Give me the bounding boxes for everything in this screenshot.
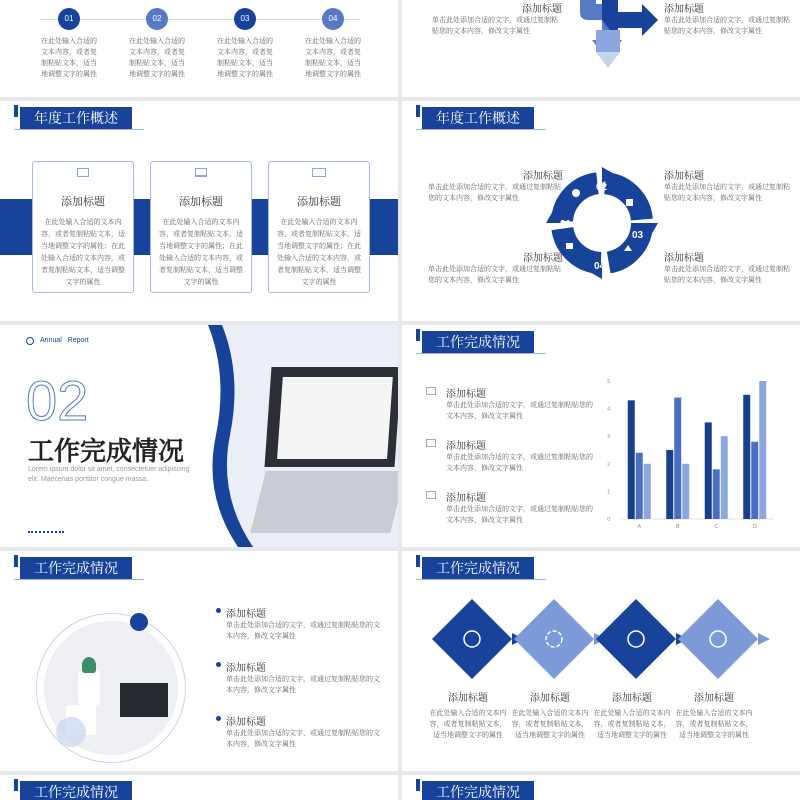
step-number-badge: 01	[58, 8, 80, 30]
item-text: 单击此处添加合适的文字，或通过复制粘贴您的文本内容，修改文字属性	[446, 506, 593, 524]
laptop-keyboard	[250, 471, 398, 533]
section-number: 02	[26, 369, 89, 432]
step-text: 在此处输入合适的文本内容，或者复制粘贴文本，适当地调整文字的属性	[305, 38, 361, 78]
bar	[644, 464, 651, 519]
step-4	[302, 8, 364, 80]
slide-cycle[interactable]	[402, 101, 800, 321]
laptop-screen	[265, 367, 398, 467]
item-text: 单击此处添加合适的文字，或通过复制粘贴您的文本内容，修改文字属性	[446, 454, 593, 472]
card-title: 添加标题	[61, 196, 105, 208]
x-tick-label: A	[637, 524, 641, 530]
diamond-item-1	[428, 689, 508, 741]
step-text: 在此处输入合适的文本内容，或者复制粘贴文本，适当地调整文字的属性	[41, 38, 97, 78]
item-text: 单击此处添加合适的文字，或通过复制粘贴您的文本内容，修改文字属性	[446, 402, 593, 420]
item-text: 单击此处添加合适的文字，或通过复制粘贴您的文本内容，修改文字属性	[226, 622, 380, 640]
y-tick-label: 0	[607, 517, 610, 523]
share-icon	[566, 243, 573, 249]
section-subtitle: Lorem ipsum dolor sit amet, consectetuer adipiscing elit. Maecenas porttitor congue massa.	[28, 466, 190, 483]
chart-icon	[426, 387, 436, 395]
left-text-block	[432, 0, 562, 37]
item-text: 单击此处添加合适的文字，或通过复制粘贴您的文本内容，修改文字属性	[226, 730, 380, 748]
bullet-dot	[216, 662, 221, 667]
item-title: 添加标题	[448, 693, 488, 704]
cycle-item-4	[664, 249, 796, 286]
right-text-block	[664, 0, 794, 37]
x-tick-label: D	[752, 524, 757, 530]
y-tick-label: 2	[607, 461, 610, 468]
item-text: 单击此处添加合适的文字，或通过复制粘贴您的文本内容，修改文字属性	[428, 184, 561, 202]
slide-bar-chart[interactable]	[402, 325, 800, 547]
card-text: 在此处输入合适的文本内容，或者复制粘贴文本，适当地调整文字的属性；在此处输入合适的文本内容，或者复制粘贴文本，适当调整文字的属性	[41, 219, 125, 286]
card-3	[268, 161, 370, 293]
cycle-number: 03	[632, 230, 644, 241]
item-title: 添加标题	[226, 609, 266, 620]
small-laptop	[120, 683, 168, 717]
card-1	[32, 161, 134, 293]
slide-overview-cards[interactable]	[0, 101, 398, 321]
item-text: 在此处输入合适的文本内容，或者复制粘贴文本，适当地调整文字的属性	[511, 710, 589, 739]
bar	[636, 453, 643, 519]
bullet-item-1	[216, 605, 386, 642]
chart-icon	[426, 439, 436, 447]
item-text: 单击此处添加合适的文字，或通过复制粘贴您的文本内容，修改文字属性	[664, 266, 790, 284]
block-text: 单击此处添加合适的文字，或通过复制粘贴您的文本内容，修改文字属性	[664, 17, 790, 35]
slide-header: 工作完成情况	[422, 557, 534, 579]
item-text: 在此处输入合适的文本内容，或者复制粘贴文本，适当地调整文字的属性	[429, 710, 507, 739]
step-text: 在此处输入合适的文本内容，或者复制粘贴文本，适当地调整文字的属性	[129, 38, 185, 78]
bar	[721, 436, 728, 519]
slide-header: 年度工作概述	[20, 107, 132, 129]
plant-leaves	[82, 657, 96, 673]
diamond-process-graphic	[432, 595, 772, 685]
bar	[743, 395, 750, 519]
bullet-item-3	[216, 713, 386, 750]
chart-item-2	[426, 437, 596, 474]
search-icon	[26, 337, 34, 345]
card-text: 在此处输入合适的文本内容，或者复制粘贴文本，适当地调整文字的属性；在此处输入合适的文本内容，或者复制粘贴文本，适当调整文字的属性	[159, 219, 243, 286]
y-tick-label: 5	[607, 379, 610, 385]
bar	[751, 442, 758, 519]
slide-header: 工作完成情况	[422, 331, 534, 353]
window-icon	[77, 168, 89, 177]
plant-pot	[78, 671, 100, 705]
item-text: 在此处输入合适的文本内容，或者复制粘贴文本，适当地调整文字的属性	[593, 710, 671, 739]
slide-circle-photo[interactable]	[0, 551, 398, 771]
slide-steps[interactable]	[0, 0, 398, 97]
bar	[759, 381, 766, 519]
chart-item-1	[426, 385, 596, 422]
card-text: 在此处输入合适的文本内容，或者复制粘贴文本，适当地调整文字的属性；在此处输入合适的文本内容，或者复制粘贴文本，适当调整文字的属性	[277, 219, 361, 286]
diamond-item-2	[510, 689, 590, 741]
item-text: 单击此处添加合适的文字，或通过复制粘贴您的文本内容，修改文字属性	[428, 266, 561, 284]
chart-icon	[426, 491, 436, 499]
step-number-badge: 02	[146, 8, 168, 30]
report-tag: Annual Report	[40, 337, 89, 344]
monitor-icon	[312, 168, 326, 177]
item-title: 添加标题	[446, 441, 486, 452]
bar-chart	[602, 375, 782, 535]
cycle-number: 02	[596, 182, 608, 193]
item-title: 添加标题	[664, 253, 704, 264]
slide-header: 工作完成情况	[20, 781, 132, 800]
item-title: 添加标题	[523, 171, 563, 182]
screen-content	[277, 377, 393, 459]
x-tick-label: B	[676, 524, 680, 530]
x-tick-label: C	[714, 524, 719, 530]
slide-pencil-arrows[interactable]	[402, 0, 800, 97]
y-tick-label: 4	[607, 406, 610, 413]
y-tick-label: 3	[607, 434, 610, 441]
step-1	[38, 8, 100, 80]
bar	[666, 450, 673, 519]
bullet-dot	[216, 716, 221, 721]
cycle-number: 01	[560, 219, 572, 230]
diamond-item-3	[592, 689, 672, 741]
step-number-badge: 03	[234, 8, 256, 30]
slide-bottom-right[interactable]	[402, 775, 800, 800]
slide-header: 工作完成情况	[20, 557, 132, 579]
card-2	[150, 161, 252, 293]
slide-header: 工作完成情况	[422, 781, 534, 800]
bullet-dot	[216, 608, 221, 613]
gear-icon	[572, 189, 580, 197]
item-title: 添加标题	[523, 253, 563, 264]
block-title: 添加标题	[664, 4, 704, 15]
item-title: 添加标题	[694, 693, 734, 704]
step-2	[126, 8, 188, 80]
bullet-item-2	[216, 659, 386, 696]
card-title: 添加标题	[297, 196, 341, 208]
card-title: 添加标题	[179, 196, 223, 208]
item-title: 添加标题	[446, 493, 486, 504]
laptop-icon	[195, 168, 207, 177]
cycle-diagram	[542, 163, 662, 283]
cycle-item-2	[664, 167, 796, 204]
bar	[674, 398, 681, 519]
bar	[713, 469, 720, 519]
chart-item-3	[426, 489, 596, 526]
slide-diamond-process[interactable]	[402, 551, 800, 771]
slide-bottom-left[interactable]	[0, 775, 398, 800]
accent-dot	[130, 613, 148, 631]
cycle-number: 04	[594, 261, 606, 272]
step-number-badge: 04	[322, 8, 344, 30]
slide-section-title[interactable]	[0, 325, 398, 547]
item-title: 添加标题	[612, 693, 652, 704]
item-title: 添加标题	[664, 171, 704, 182]
item-title: 添加标题	[530, 693, 570, 704]
item-title: 添加标题	[226, 663, 266, 674]
item-title: 添加标题	[446, 389, 486, 400]
item-text: 在此处输入合适的文本内容，或者复制粘贴文本，适当地调整文字的属性	[675, 710, 753, 739]
block-text: 单击此处添加合适的文字，或通过复制粘贴您的文本内容，修改文字属性	[432, 17, 558, 35]
y-tick-label: 1	[607, 489, 610, 496]
item-title: 添加标题	[226, 717, 266, 728]
bar	[705, 422, 712, 519]
bar	[682, 464, 689, 519]
item-text: 单击此处添加合适的文字，或通过复制粘贴您的文本内容，修改文字属性	[226, 676, 380, 694]
soft-circle	[56, 717, 86, 747]
laptop-photo	[262, 347, 398, 547]
slide-header: 年度工作概述	[422, 107, 534, 129]
step-3	[214, 8, 276, 80]
edit-icon	[626, 199, 633, 206]
block-title: 添加标题	[522, 4, 562, 15]
item-text: 单击此处添加合适的文字，或通过复制粘贴您的文本内容，修改文字属性	[664, 184, 790, 202]
diamond-item-4	[674, 689, 754, 741]
step-text: 在此处输入合适的文本内容，或者复制粘贴文本，适当地调整文字的属性	[217, 38, 273, 78]
section-title: 工作完成情况	[28, 436, 185, 466]
dot-row	[28, 531, 64, 533]
bar	[628, 400, 635, 519]
